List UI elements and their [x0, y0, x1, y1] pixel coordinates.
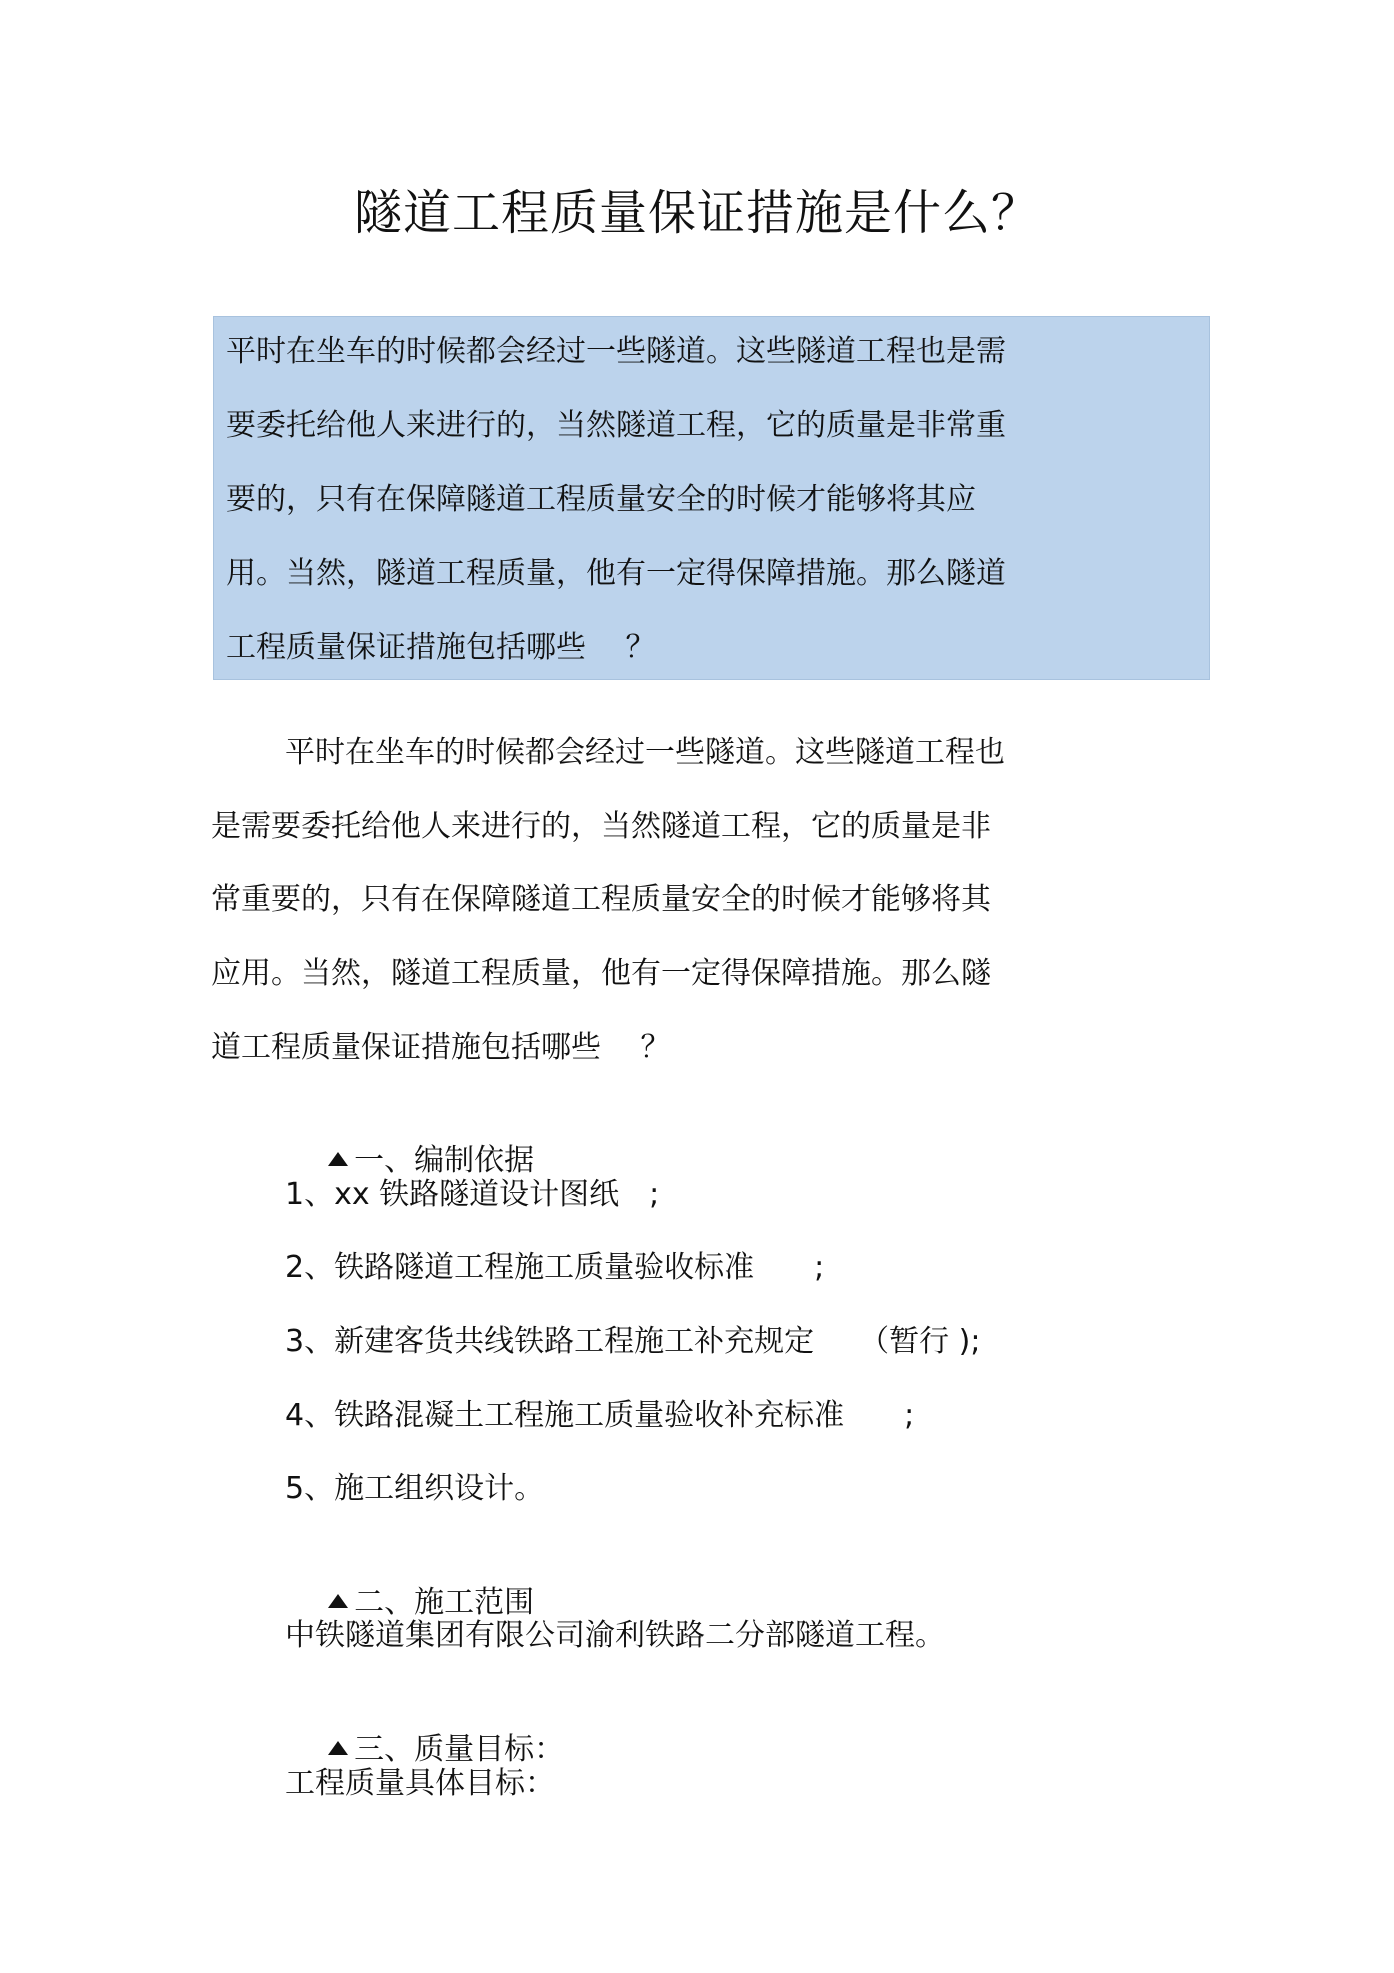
- page-title: 隧道工程质量保证措施是什么？: [353, 185, 1040, 241]
- summary-line: 要委托给他人来进行的，当然隧道工程，它的质量是非常重: [226, 408, 1006, 443]
- intro-line: 应用。当然，隧道工程质量，他有一定得保障措施。那么隧: [211, 956, 991, 991]
- triangle-up-icon: [328, 1741, 348, 1755]
- list-item: 4、铁路混凝土工程施工质量验收补充标准 ;: [285, 1398, 915, 1433]
- summary-line: 平时在坐车的时候都会经过一些隧道。这些隧道工程也是需: [226, 334, 1006, 369]
- triangle-up-icon: [328, 1594, 348, 1608]
- intro-line: 道工程质量保证措施包括哪些 ？: [211, 1030, 671, 1065]
- section-text: 工程质量具体目标：: [285, 1766, 555, 1801]
- list-item: 1、xx 铁路隧道设计图纸 ;: [285, 1177, 660, 1212]
- list-item: 5、施工组织设计。: [285, 1471, 545, 1506]
- section-text: 中铁隧道集团有限公司渝利铁路二分部隧道工程。: [285, 1618, 945, 1653]
- summary-line: 工程质量保证措施包括哪些 ？: [226, 630, 656, 665]
- summary-box: [213, 316, 1210, 680]
- summary-line: 用。当然，隧道工程质量，他有一定得保障措施。那么隧道: [226, 556, 1006, 591]
- intro-line: 是需要委托给他人来进行的，当然隧道工程，它的质量是非: [211, 809, 991, 844]
- triangle-up-icon: [328, 1152, 348, 1166]
- intro-line: 常重要的，只有在保障隧道工程质量安全的时候才能够将其: [211, 882, 991, 917]
- list-item: 2、铁路隧道工程施工质量验收标准 ;: [285, 1250, 825, 1285]
- section-heading-label: 三、质量目标：: [354, 1732, 565, 1767]
- summary-line: 要的，只有在保障隧道工程质量安全的时候才能够将其应: [226, 482, 976, 517]
- section-heading-label: 一、编制依据: [354, 1143, 535, 1178]
- list-item: 3、新建客货共线铁路工程施工补充规定 （暂行 );: [285, 1324, 981, 1359]
- section-heading-label: 二、施工范围: [354, 1585, 535, 1620]
- intro-line: 平时在坐车的时候都会经过一些隧道。这些隧道工程也: [285, 735, 1005, 770]
